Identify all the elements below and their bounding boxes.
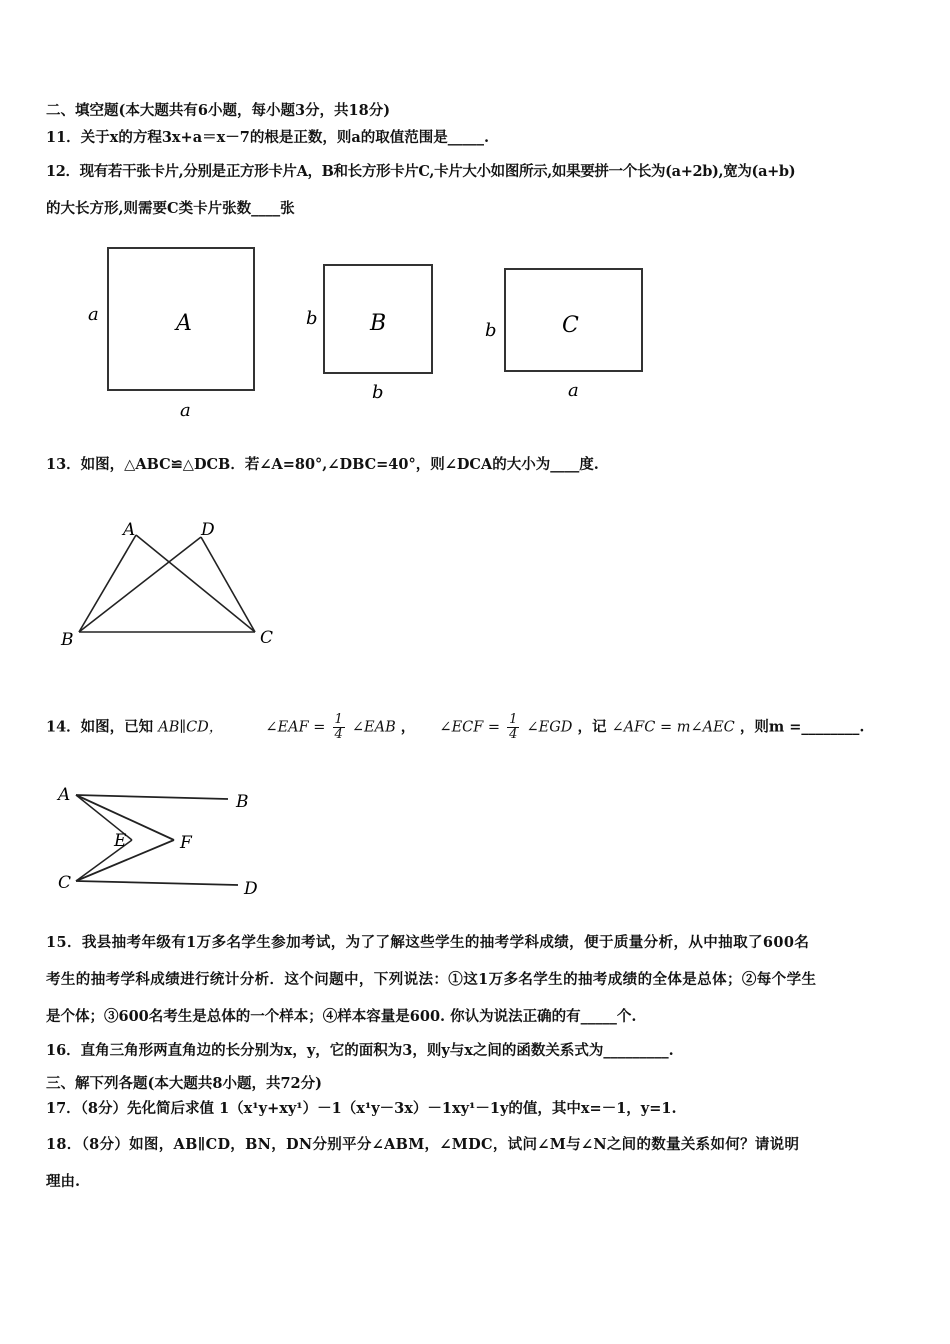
q14-parallel: AB∥CD， [158, 719, 224, 736]
card-a-label: A [176, 311, 192, 336]
question-12-line2: 的大长方形,则需要C类卡片张数____张 [46, 200, 295, 217]
card-c-side-bottom: a [568, 380, 579, 401]
question-11: 11．关于x的方程3x+a＝x－7的根是正数，则a的取值范围是_____. [46, 129, 490, 146]
q14-eq1-left: ∠EAF = [265, 719, 326, 736]
q14-mid: ，记 [577, 718, 607, 736]
point-d-label: D [201, 520, 215, 540]
point-b-label: B [236, 792, 249, 812]
question-18-line2: 理由. [46, 1173, 81, 1190]
question-14 [46, 713, 864, 742]
q14-sep1: ， [400, 718, 416, 736]
card-a-side-left: a [88, 304, 99, 325]
q14-prefix: 14．如图，已知 [46, 718, 154, 736]
q14-frac1-num: 1 [334, 712, 343, 727]
point-a-label: A [123, 520, 136, 540]
question-15-line3: 是个体；③600名考生是总体的一个样本；④样本容量是600. 你认为说法正确的有_____个. [46, 1008, 637, 1025]
point-e-label: E [114, 831, 127, 851]
question-15-line1: 15．我县抽考年级有1万多名学生参加考试，为了了解这些学生的抽考学科成绩，便于质量分析，从中抽取了600名 [46, 934, 810, 951]
question-17: 17．（8分）先化简后求值 1（x¹y+xy¹）－1（x¹y－3x）－1xy¹－1y的值，其中x=－1，y=1. [46, 1100, 677, 1117]
point-a-label: A [58, 785, 71, 805]
q14-eq2-left: ∠ECF = [439, 719, 501, 736]
q14-eq2-right: ∠EGD [526, 719, 573, 736]
q14-frac2-num: 1 [509, 712, 518, 727]
q14-frac2-den: 4 [509, 727, 518, 742]
point-b-label: B [61, 630, 74, 650]
point-c-label: C [260, 628, 274, 648]
section2-header: 二、填空题(本大题共有6小题，每小题3分，共18分) [46, 102, 391, 119]
card-c-label: C [562, 313, 579, 338]
card-c-side-left: b [485, 320, 497, 341]
point-d-label: D [244, 879, 258, 899]
question-12-line1: 12．现有若干张卡片,分别是正方形卡片A，B和长方形卡片C,卡片大小如图所示,如果要拼一个长为(a+2b),宽为(a+b) [46, 163, 796, 180]
question-16: 16．直角三角形两直角边的长分别为x，y，它的面积为3，则y与x之间的函数关系式为_________. [46, 1042, 674, 1059]
q14-fraction-2 [507, 713, 519, 742]
card-b-side-bottom: b [372, 382, 384, 403]
section3-header: 三、解下列各题(本大题共8小题，共72分) [46, 1075, 322, 1092]
q14-suffix: ，则m =________. [739, 718, 865, 736]
point-c-label: C [58, 873, 72, 893]
card-a-side-bottom: a [180, 400, 191, 420]
q14-eq3: ∠AFC = m∠AEC [611, 719, 735, 736]
question-18-line1: 18．（8分）如图，AB∥CD，BN，DN分别平分∠ABM，∠MDC，试问∠M与∠N之间的数量关系如何？请说明 [46, 1136, 800, 1153]
figure-cards [80, 240, 670, 420]
figure-triangles [55, 515, 295, 655]
question-15-line2: 考生的抽考学科成绩进行统计分析．这个问题中，下列说法：①这1万多名学生的抽考成绩的全体是总体；②每个学生 [46, 971, 817, 988]
q14-fraction-1 [333, 713, 345, 742]
figure-parallel-lines [50, 780, 280, 900]
q14-frac1-den: 4 [334, 727, 343, 742]
card-b-label: B [370, 311, 387, 336]
point-f-label: F [180, 833, 192, 853]
card-b-side-left: b [306, 308, 318, 329]
q14-eq1-right: ∠EAB [351, 719, 396, 736]
question-13: 13．如图，△ABC≌△DCB．若∠A=80°,∠DBC=40°，则∠DCA的大小为____度. [46, 456, 599, 473]
